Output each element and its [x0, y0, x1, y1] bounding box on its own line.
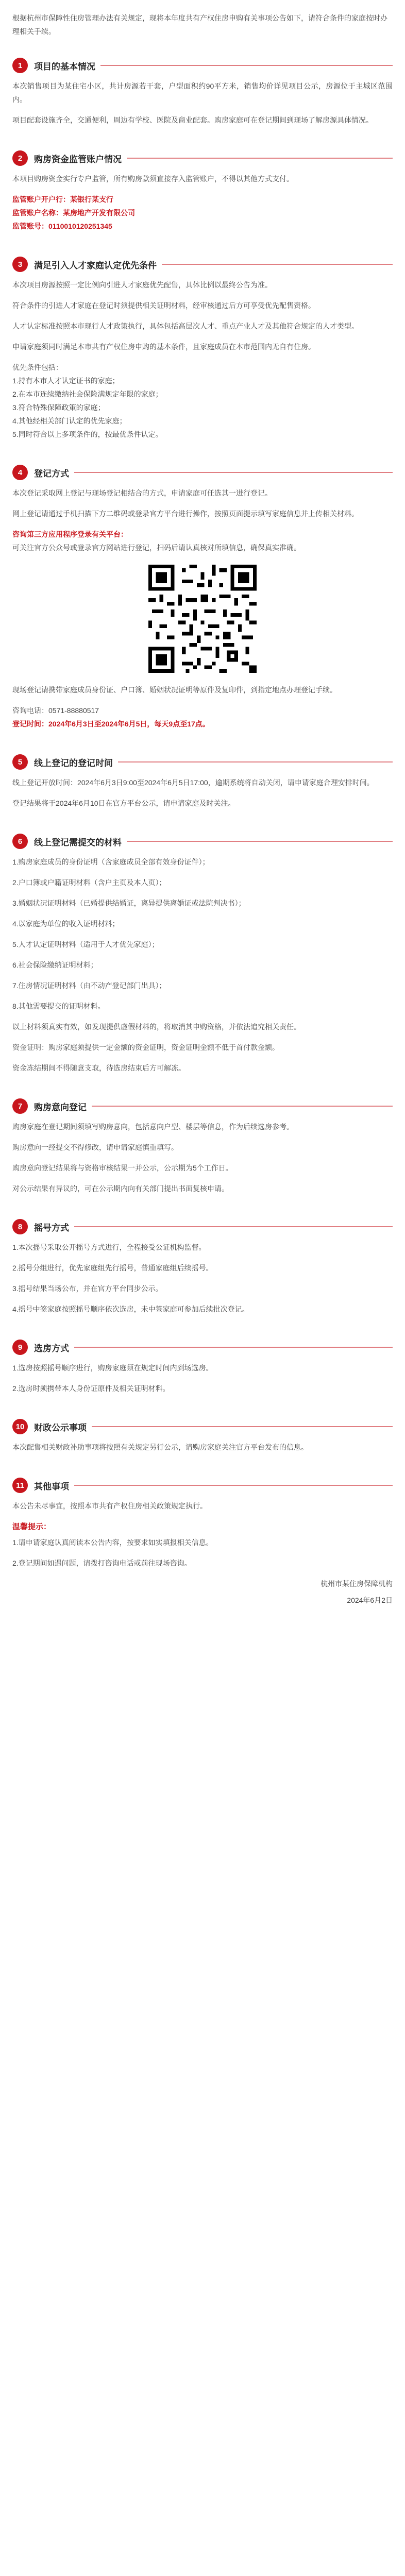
- list-item: 2.在本市连续缴纳社会保险满规定年限的家庭；: [12, 390, 163, 398]
- tip-item: 1.请申请家庭认真阅读本公告内容，按要求如实填报相关信息。: [12, 1538, 213, 1547]
- paragraph: 本次登记采取网上登记与现场登记相结合的方式，申请家庭可任选其一进行登记。: [12, 489, 272, 497]
- section-header: [12, 1340, 393, 1355]
- section-title: 项目的基本情况: [34, 61, 95, 72]
- section-number: 5: [12, 754, 28, 770]
- list-item: 8.其他需要提交的证明材料。: [12, 1002, 105, 1010]
- paragraph: 本公告未尽事宜，按照本市共有产权住房相关政策规定执行。: [12, 1502, 207, 1510]
- account-bank: 监管账户开户行：某银行某支行: [12, 195, 113, 204]
- section-divider: [74, 1485, 393, 1486]
- list-item: 1.持有本市人才认定证书的家庭；: [12, 377, 120, 385]
- section-number: 6: [12, 834, 28, 849]
- paragraph: 人才认定标准按照本市现行人才政策执行，具体包括高层次人才、重点产业人才及其他符合规定的人才类型。: [12, 322, 359, 330]
- section-header: [12, 150, 393, 166]
- list-item: 4.其他经相关部门认定的优先家庭；: [12, 417, 127, 425]
- section-header: [12, 257, 393, 272]
- list-item: 4.以家庭为单位的收入证明材料；: [12, 920, 120, 928]
- section-header: [12, 754, 393, 770]
- paragraph: 购房家庭在登记期间须填写购房意向，包括意向户型、楼层等信息，作为后续选房参考。: [12, 1123, 294, 1131]
- paragraph: 项目配套设施齐全，交通便利，周边有学校、医院及商业配套。购房家庭可在登记期间到现场了解房源具体情况。: [12, 116, 373, 124]
- section-divider: [74, 1347, 393, 1348]
- paragraph: 网上登记请通过手机扫描下方二维码或登录官方平台进行操作，按照页面提示填写家庭信息并上传相关材料。: [12, 510, 359, 518]
- section-divider: [92, 1106, 393, 1107]
- section-online-time: [0, 740, 405, 819]
- paragraph: 以上材料须真实有效，如发现提供虚假材料的，将取消其申购资格，并依法追究相关责任。: [12, 1023, 301, 1031]
- section-number: 9: [12, 1340, 28, 1355]
- section-divider: [74, 472, 393, 473]
- section-title: 线上登记的登记时间: [34, 758, 113, 768]
- section-divider: [127, 841, 393, 842]
- list-item: 1.购房家庭成员的身份证明（含家庭成员全部有效身份证件）；: [12, 858, 210, 866]
- tip-item: 2.登记期间如遇问题，请拨打咨询电话或前往现场咨询。: [12, 1559, 192, 1567]
- signature-date: 2024年6月2日: [347, 1596, 393, 1604]
- section-title: 财政公示事项: [34, 1422, 87, 1433]
- paragraph: 2.摇号分组进行，优先家庭组先行摇号，普通家庭组后续摇号。: [12, 1264, 213, 1272]
- section-title: 线上登记需提交的材料: [34, 837, 122, 848]
- section-number: 8: [12, 1219, 28, 1234]
- list-item: 5.同时符合以上多项条件的，按最优条件认定。: [12, 430, 163, 438]
- section-divider: [92, 1426, 393, 1427]
- account-number: 监管账号：0110010120251345: [12, 222, 112, 230]
- account-name: 监管账户名称：某房地产开发有限公司: [12, 209, 135, 217]
- list-item: 2.户口簿或户籍证明材料（含户主页及本人页）；: [12, 878, 166, 887]
- section-title: 购房资金监管账户情况: [34, 154, 122, 164]
- section-divider: [100, 65, 393, 66]
- section-header: [12, 465, 393, 480]
- section-divider: [74, 1226, 393, 1227]
- paragraph: 登记结果将于2024年6月10日在官方平台公示，请申请家庭及时关注。: [12, 799, 235, 807]
- section-registration-method: [0, 450, 405, 740]
- section-fund-account: [0, 136, 405, 242]
- section-number: 1: [12, 58, 28, 73]
- section-number: 10: [12, 1419, 28, 1434]
- time-text: 登记时间：2024年6月3日至2024年6月5日，每天9点至17点。: [12, 720, 210, 728]
- paragraph: 购房意向登记结果将与资格审核结果一并公示，公示期为5个工作日。: [12, 1164, 233, 1172]
- paragraph: 本次项目房源按照一定比例向引进人才家庭优先配售，具体比例以最终公告为准。: [12, 281, 272, 289]
- paragraph: 资金证明：购房家庭须提供一定金额的资金证明，资金证明金额不低于首付款金额。: [12, 1043, 279, 1052]
- paragraph: 1.选房按照摇号顺序进行，购房家庭须在规定时间内到场选房。: [12, 1364, 213, 1372]
- section-number: 2: [12, 150, 28, 166]
- section-divider: [118, 761, 393, 762]
- section-header: [12, 834, 393, 849]
- paragraph: 申请家庭须同时满足本市共有产权住房申购的基本条件，且家庭成员在本市范围内无自有住房。: [12, 343, 315, 351]
- list-item: 3.婚姻状况证明材料（已婚提供结婚证，离异提供离婚证或法院判决书）；: [12, 899, 246, 907]
- paragraph: 现场登记请携带家庭成员身份证、户口簿、婚姻状况证明等原件及复印件，到指定地点办理登记手续。: [12, 686, 337, 694]
- paragraph: 可关注官方公众号或登录官方网站进行登记，扫码后请认真核对所填信息，确保真实准确。: [12, 544, 301, 552]
- paragraph: 3.摇号结果当场公布，并在官方平台同步公示。: [12, 1284, 163, 1293]
- section-title: 登记方式: [34, 468, 69, 479]
- section-intent: [0, 1084, 405, 1205]
- section-header: [12, 1219, 393, 1234]
- section-project-info: [0, 43, 405, 136]
- paragraph: 本次配售相关财政补助事项将按照有关规定另行公示，请购房家庭关注官方平台发布的信息。: [12, 1443, 308, 1451]
- intro-text: 根据杭州市保障性住房管理办法有关规定，现将本年度共有产权住房申购有关事项公告如下，请符合条件的家庭按时办理相关手续。: [12, 14, 387, 36]
- paragraph: 符合条件的引进人才家庭在登记时须提供相关证明材料，经审核通过后方可享受优先配售资格。: [12, 301, 315, 310]
- paragraph: 资金冻结期间不得随意支取，待选房结束后方可解冻。: [12, 1064, 185, 1072]
- list-item: 6.社会保险缴纳证明材料；: [12, 961, 98, 969]
- paragraph: 线上登记开放时间：2024年6月3日9:00至2024年6月5日17:00，逾期系统将自动关闭，请申请家庭合理安排时间。: [12, 778, 374, 787]
- paragraph: 购房意向一经提交不得修改，请申请家庭慎重填写。: [12, 1143, 178, 1151]
- section-number: 11: [12, 1478, 28, 1493]
- section-title: 购房意向登记: [34, 1102, 87, 1112]
- section-divider: [127, 158, 393, 159]
- paragraph: 对公示结果有异议的，可在公示期内向有关部门提出书面复核申请。: [12, 1184, 229, 1193]
- section-lottery: [0, 1205, 405, 1325]
- section-header: [12, 1419, 393, 1434]
- section-selection: [0, 1325, 405, 1404]
- paragraph: 本项目购房资金实行专户监管，所有购房款须直接存入监管账户，不得以其他方式支付。: [12, 175, 294, 183]
- paragraph: 4.摇号中签家庭按照摇号顺序依次选房，未中签家庭可参加后续批次登记。: [12, 1305, 249, 1313]
- list-item: 3.符合特殊保障政策的家庭；: [12, 403, 105, 412]
- paragraph: 本次销售项目为某住宅小区，共计房源若干套，户型面积约90平方米，销售均价详见项目公示，房源位于主城区范围内。: [12, 82, 393, 104]
- section-header: [12, 1478, 393, 1493]
- qr-code-container: [12, 562, 393, 676]
- section-other: [0, 1463, 405, 1609]
- section-title: 满足引入人才家庭认定优先条件: [34, 260, 157, 270]
- qr-code-icon[interactable]: [145, 562, 260, 676]
- section-number: 7: [12, 1098, 28, 1114]
- section-divider: [162, 264, 393, 265]
- paragraph: 优先条件包括：: [12, 363, 63, 371]
- section-talent-priority: [0, 242, 405, 450]
- section-title: 摇号方式: [34, 1223, 69, 1233]
- section-title: 其他事项: [34, 1481, 69, 1492]
- phone-text: 咨询电话：0571-88880517: [12, 706, 99, 715]
- section-header: [12, 58, 393, 73]
- list-item: 7.住房情况证明材料（由不动产登记部门出具）；: [12, 981, 166, 990]
- paragraph: 1.本次摇号采取公开摇号方式进行，全程接受公证机构监督。: [12, 1243, 206, 1251]
- paragraph: 2.选房时须携带本人身份证原件及相关证明材料。: [12, 1384, 170, 1393]
- section-materials: [0, 819, 405, 1084]
- tip-title: 温馨提示：: [12, 1522, 52, 1531]
- section-number: 4: [12, 465, 28, 480]
- section-number: 3: [12, 257, 28, 272]
- signature-org: 杭州市某住房保障机构: [320, 1580, 393, 1588]
- section-finance: [0, 1404, 405, 1463]
- section-title: 选房方式: [34, 1343, 69, 1353]
- section-header: [12, 1098, 393, 1114]
- paragraph: 咨询第三方应用程序登录有关平台：: [12, 530, 128, 538]
- list-item: 5.人才认定证明材料（适用于人才优先家庭）；: [12, 940, 159, 948]
